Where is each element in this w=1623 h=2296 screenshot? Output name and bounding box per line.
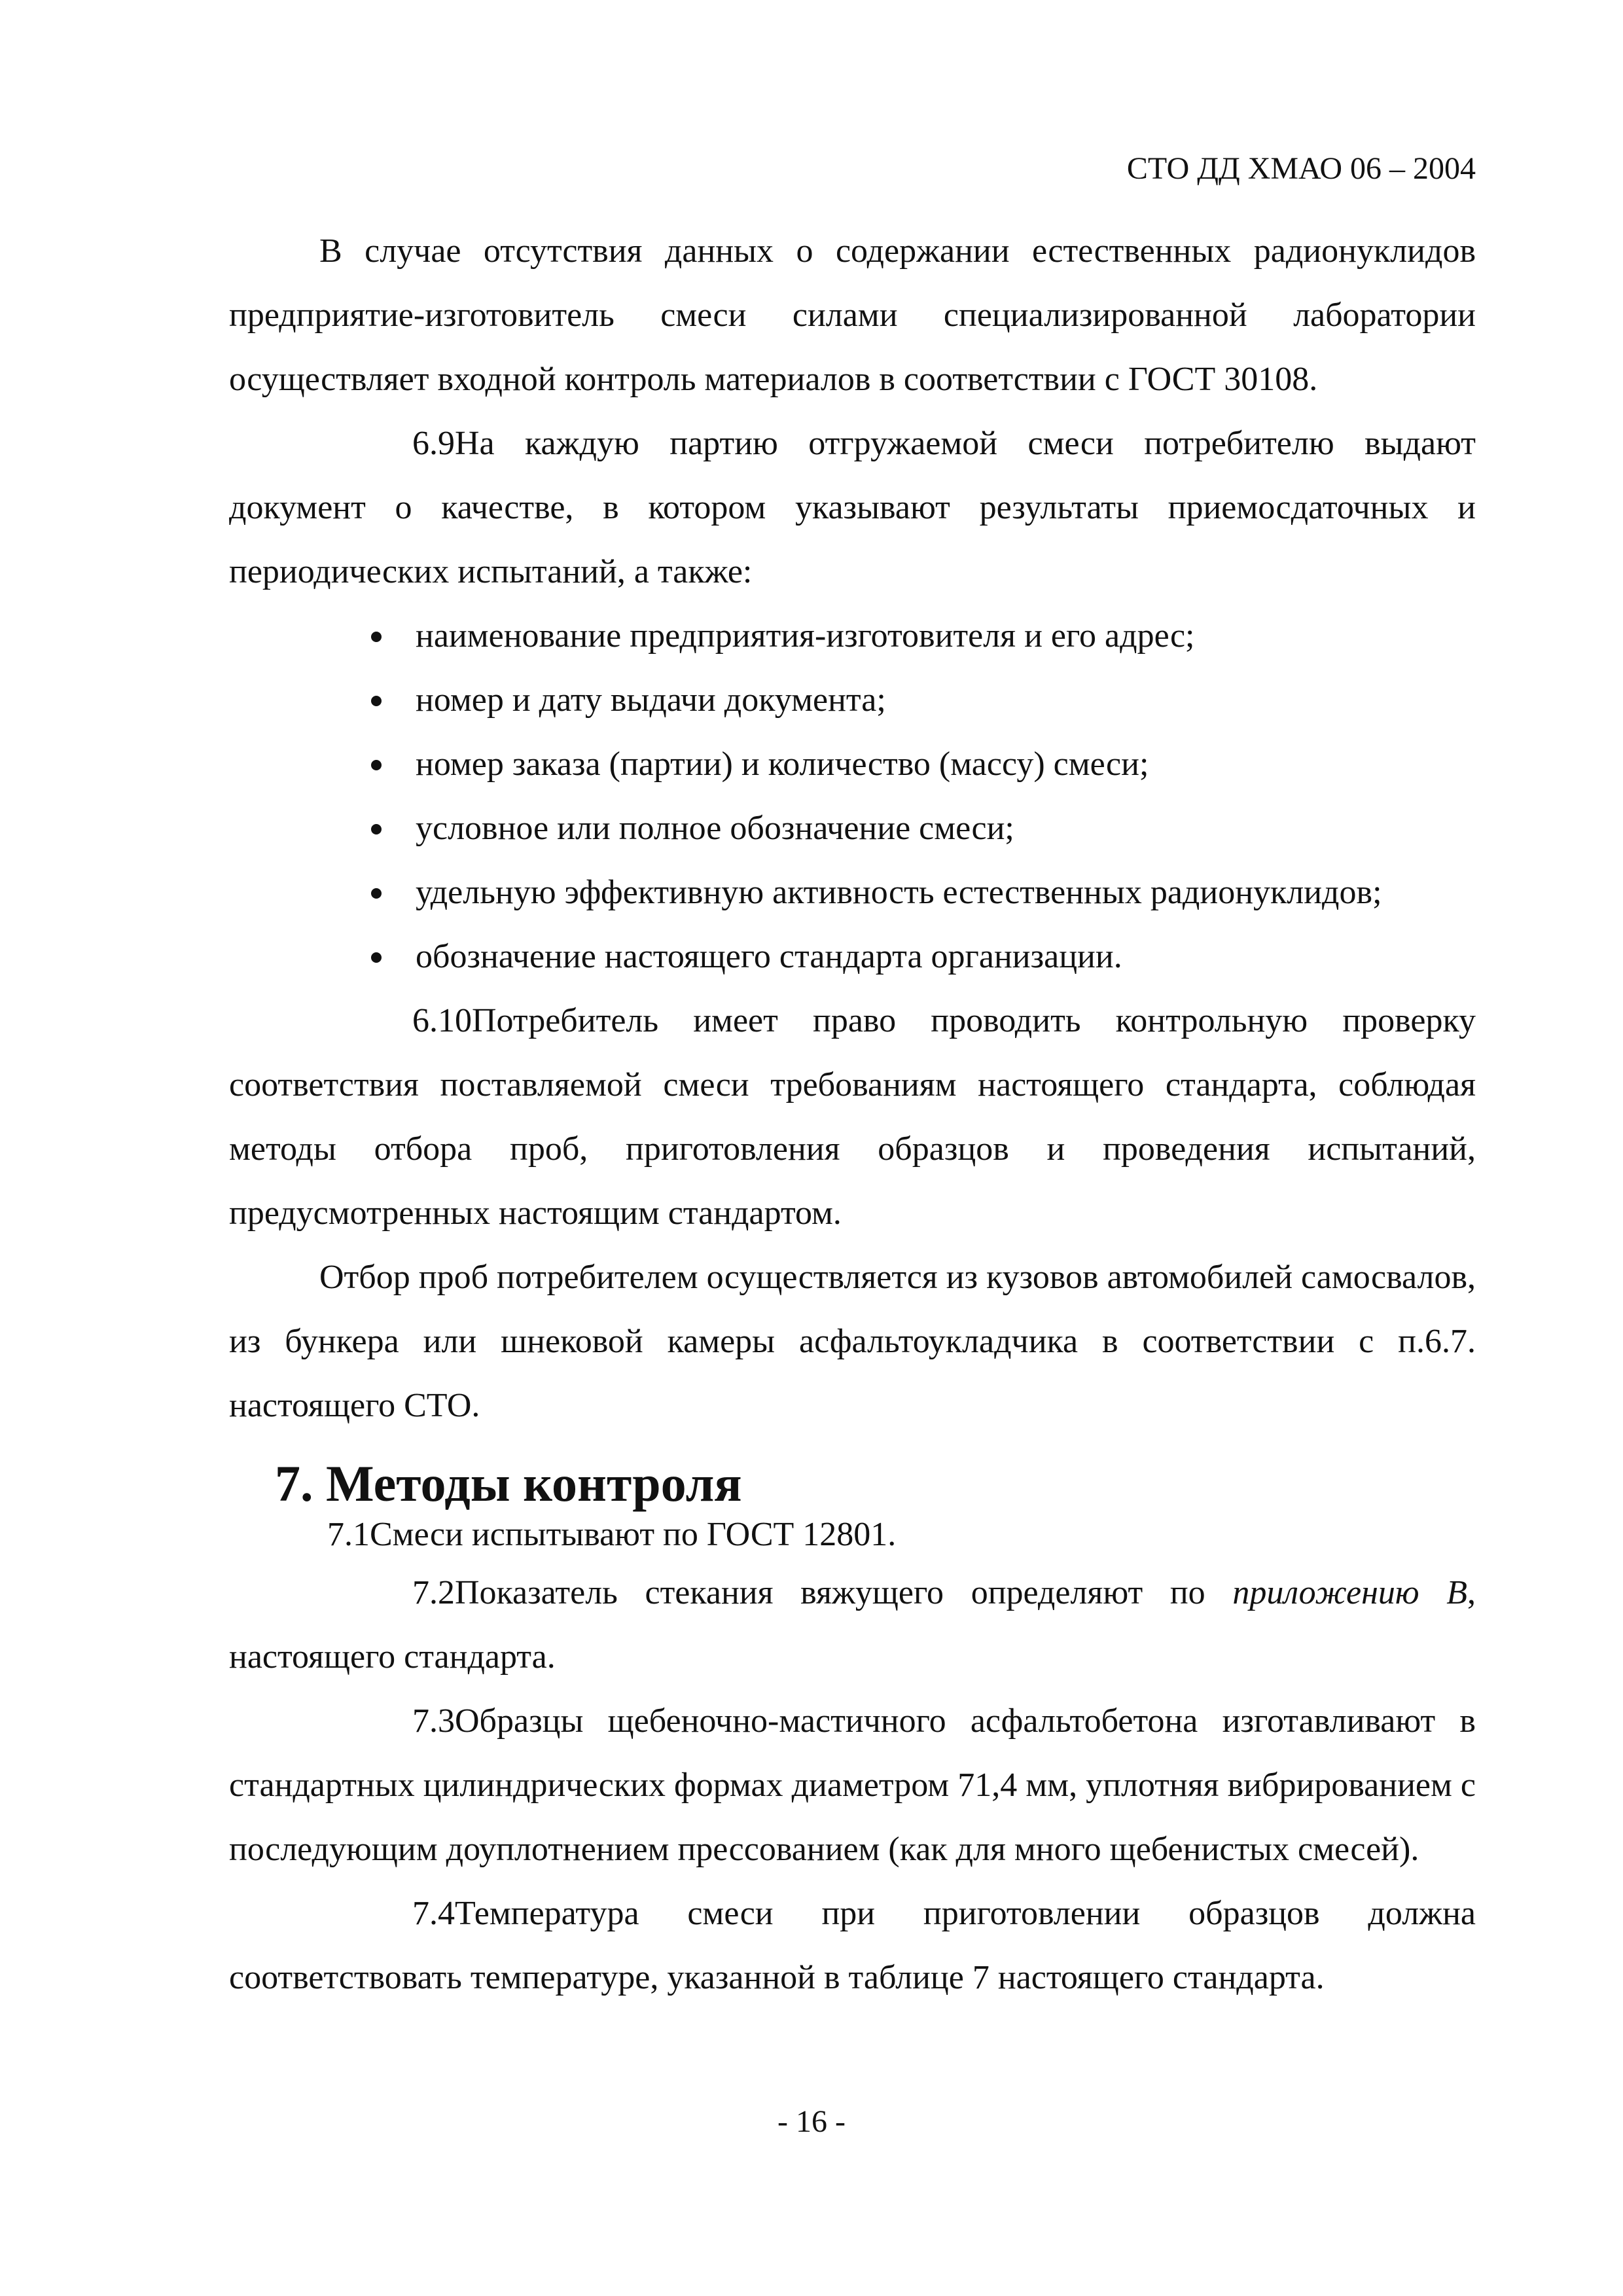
paragraph-7-1: 7.1Смеси испытывают по ГОСТ 12801. [327, 1516, 897, 1553]
page-content [229, 219, 1476, 2010]
clause-text-continued: , настоящего стандарта. [229, 1574, 1476, 1676]
list-item [229, 668, 1476, 732]
bullet-icon [371, 824, 382, 834]
bullet-icon [371, 952, 382, 963]
clause-number: 7.4 [412, 1895, 455, 1932]
clause-number: 7.2 [412, 1574, 455, 1611]
clause-text: На каждую партию отгружаемой смеси потребителю выдают документ о качестве, в котором указывают результаты приемосдаточных и периодических испытаний, а также: [229, 425, 1476, 590]
paragraph-7-3 [229, 1689, 1476, 1882]
clause-text: Температура смеси при приготовлении образцов должна соответствовать температуре, указанной в таблице 7 настоящего стандарта. [229, 1895, 1476, 1996]
clause-number: 7.3 [412, 1702, 455, 1740]
list-item-text: удельную эффективную активность естественных радионуклидов; [416, 874, 1382, 911]
list-item [229, 732, 1476, 797]
clause-number: 6.9 [412, 425, 455, 462]
list-item-text: номер и дату выдачи документа; [416, 681, 886, 719]
page-number: - 16 - [777, 2104, 846, 2139]
paragraph-6-9 [229, 412, 1476, 604]
bullet-icon [371, 696, 382, 706]
list-item [229, 861, 1476, 925]
appendix-reference: приложению В [1232, 1574, 1467, 1611]
clause-text: Образцы щебеночно-мастичного асфальтобетона изготавливают в стандартных цилиндрических формах диаметром 71,4 мм, уплотняя вибрированием с последующим доуплотнением прессованием (как для много щебенистых смесей). [229, 1702, 1476, 1868]
list-item-text: наименование предприятия-изготовителя и его адрес; [416, 617, 1195, 655]
paragraph-7-4 [229, 1882, 1476, 2010]
list-item-text: обозначение настоящего стандарта организации. [416, 938, 1122, 975]
bullet-icon [371, 760, 382, 770]
list-item-text: номер заказа (партии) и количество (массу) смеси; [416, 745, 1149, 783]
paragraph-sampling: Отбор проб потребителем осуществляется из кузовов автомобилей самосвалов, из бункера или шнековой камеры асфальтоукладчика в соответствии с п.6.7. настоящего СТО. [229, 1259, 1476, 1424]
list-item [229, 797, 1476, 861]
section-title: 7. Методы контроля [275, 1455, 742, 1512]
list-item [229, 925, 1476, 989]
paragraph-radionuclides: В случае отсутствия данных о содержании естественных радионуклидов предприятие-изготовитель смеси силами специализированной лаборатории осуществляет входной контроль материалов в соответствии с ГОСТ 30108. [229, 232, 1476, 398]
bullet-icon [371, 888, 382, 899]
clause-text: Потребитель имеет право проводить контрольную проверку соответствия поставляемой смеси требованиям настоящего стандарта, соблюдая методы отбора проб, приготовления образцов и проведения испытаний, предусмотренных настоящим стандартом. [229, 1002, 1476, 1232]
clause-text: Показатель стекания вяжущего определяют по [455, 1574, 1233, 1611]
clause-number: 6.10 [412, 1002, 472, 1039]
document-code-header: СТО ДД ХМАО 06 – 2004 [1126, 151, 1476, 186]
list-item [229, 604, 1476, 668]
bullet-icon [371, 632, 382, 642]
paragraph-7-2 [229, 1561, 1476, 1689]
paragraph-6-10 [229, 989, 1476, 1246]
document-contents-list [229, 604, 1476, 989]
list-item-text: условное или полное обозначение смеси; [416, 810, 1014, 847]
